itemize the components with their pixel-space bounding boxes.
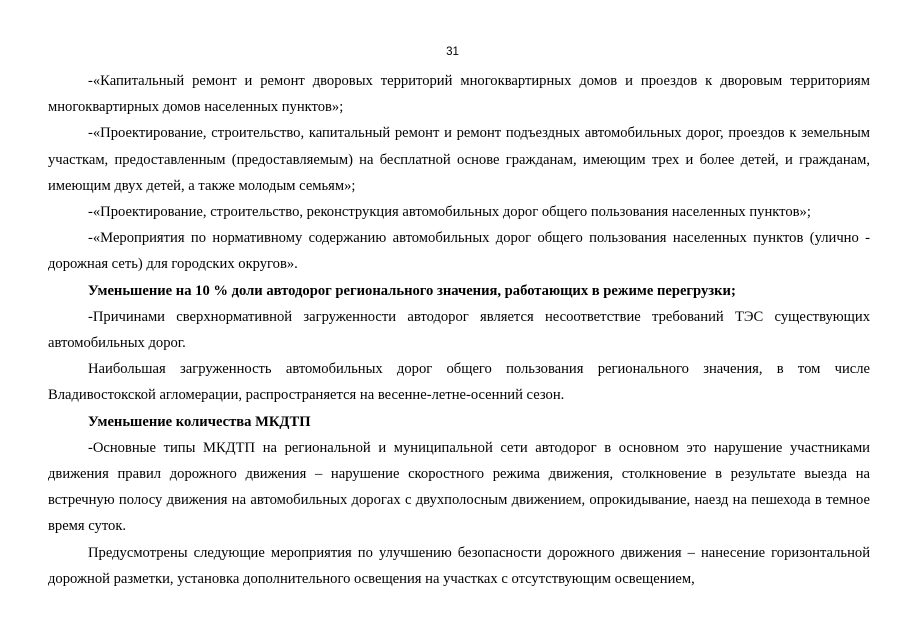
document-body	[48, 68, 870, 592]
section-heading-accidents: Уменьшение количества МКДТП	[88, 413, 311, 430]
list-item-road-maintenance: -«Мероприятия по нормативному содержанию автомобильных дорог общего пользования населенных пунктов (улично - дорожная сеть) для городских округов».	[48, 230, 870, 273]
list-item-courtyard-repair: -«Капитальный ремонт и ремонт дворовых территорий многоквартирных домов и проездов к дворовым территориям многоквартирных домов населенных пунктов»;	[48, 73, 870, 116]
section-heading-overload: Уменьшение на 10 % доли автодорог регионального значения, работающих в режиме перегрузки;	[88, 282, 736, 299]
paragraph-accident-types: -Основные типы МКДТП на региональной и муниципальной сети автодорог в основном это нарушение участниками движения правил дорожного движения – нарушение скоростного режима движения, столкновение в результате выезда на встречную полосу движения на автомобильных дорогах с двухполосным движением, опрокидывание, наезд на пешехода в темное время суток.	[48, 439, 870, 535]
list-item-access-roads: -«Проектирование, строительство, капитальный ремонт и ремонт подъездных автомобильных дорог, проездов к земельным участкам, предоставленным (предоставляемым) на бесплатной основе гражданам, имеющим трех и более детей, и гражданам, имеющим двух детей, а также молодым семьям»;	[48, 125, 870, 194]
paragraph-seasonal-load: Наибольшая загруженность автомобильных дорог общего пользования регионального значения, в том числе Владивостокской агломерации, распространяется на весенне-летне-осенний сезон.	[48, 361, 870, 404]
list-item-road-construction: -«Проектирование, строительство, реконструкция автомобильных дорог общего пользования населенных пунктов»;	[88, 204, 811, 221]
page-number: 31	[446, 46, 459, 58]
paragraph-overload-reasons: -Причинами сверхнормативной загруженности автодорог является несоответствие требований ТЭС существующих автомобильных дорог.	[48, 308, 870, 352]
paragraph-safety-measures: Предусмотрены следующие мероприятия по улучшению безопасности дорожного движения – нанесение горизонтальной дорожной разметки, установка дополнительного освещения на участках с отсутствующим освещением,	[48, 544, 870, 587]
